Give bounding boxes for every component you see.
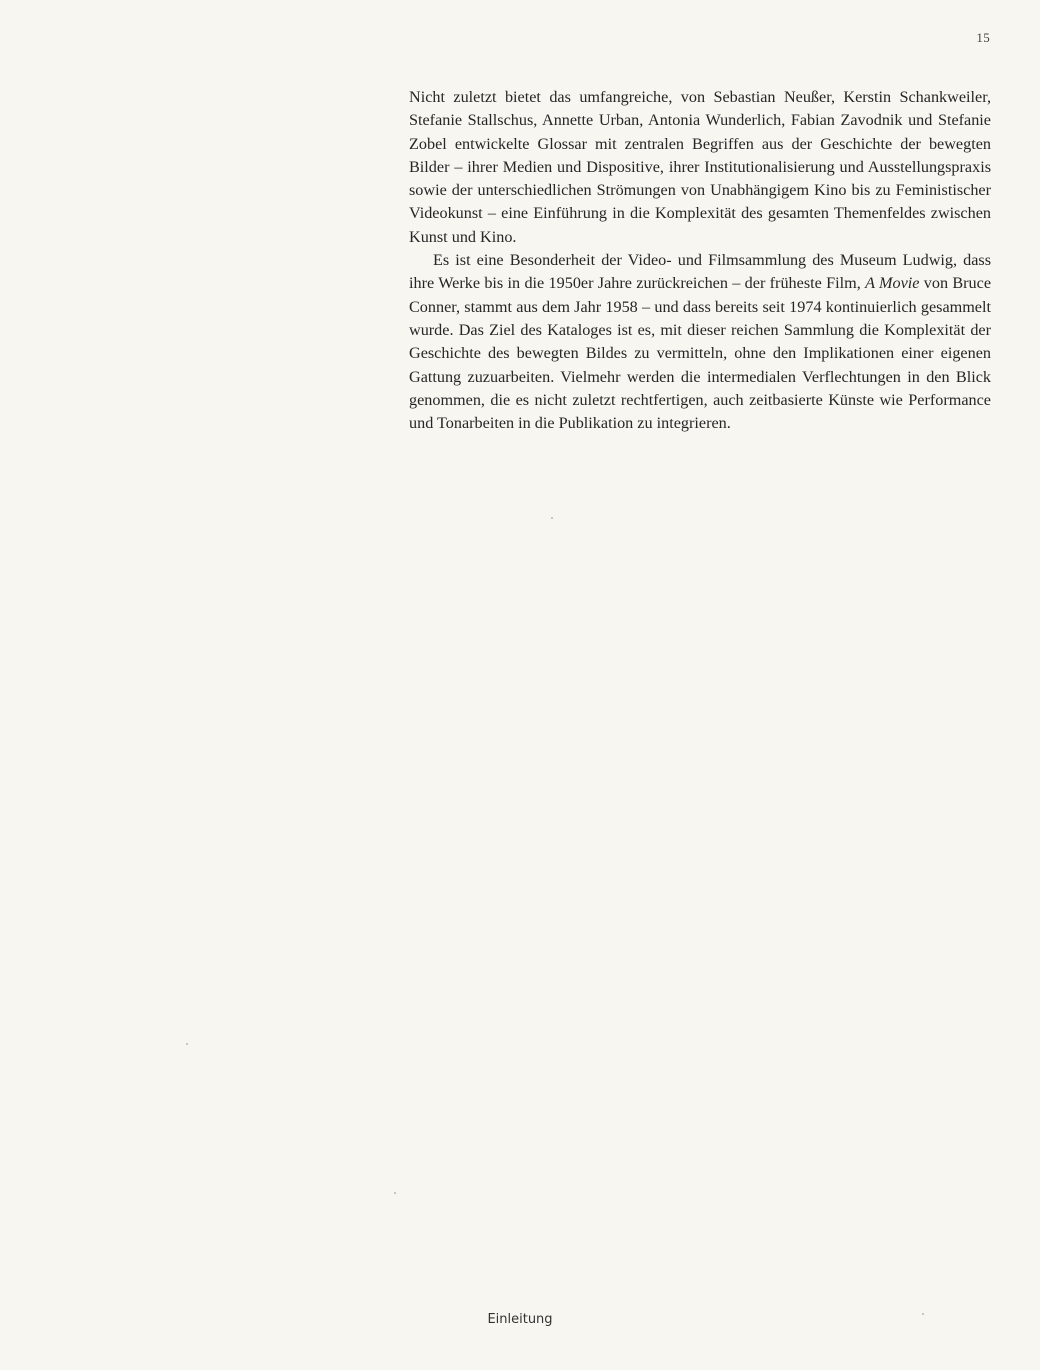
scan-speck <box>551 517 553 519</box>
scan-speck <box>394 1192 396 1194</box>
scan-speck <box>186 1043 188 1045</box>
body-text <box>409 86 991 435</box>
paragraph-2-text-start: Es ist eine Besonderheit der Video- und Filmsammlung des Museum Ludwig, dass ihre Werke bis in die 1950er Jahre zurückreichen – der früheste Film, <box>409 251 991 293</box>
paragraph-2-text-end: von Bruce Conner, stammt aus dem Jahr 1958 – und dass bereits seit 1974 kontinuierlich gesammelt wurde. Das Ziel des Kataloges ist es, mit dieser reichen Sammlung die Komplexität der Geschichte des bewegten Bildes zu vermitteln, ohne den Implikationen einer eigenen Gattung zuzuarbeiten. Vielmehr werden die intermedialen Verflechtungen in den Blick genommen, die es nicht zuletzt rechtfertigen, auch zeitbasierte Künste wie Performance und Tonarbeiten in die Publikation zu integrieren. <box>409 274 992 433</box>
film-title: A Movie <box>865 274 920 293</box>
paragraph-2 <box>409 249 991 435</box>
page-number: 15 <box>976 30 990 45</box>
paragraph-1-text: Nicht zuletzt bietet das umfangreiche, von Sebastian Neußer, Kerstin Schankweiler, Stefanie Stallschus, Annette Urban, Antonia Wunderlich, Fabian Zavodnik und Stefanie Zobel entwickelte Glossar mit zentralen Begriffen aus der Geschichte der bewegten Bilder – ihrer Medien und Dispositive, ihrer Institutionalisierung und Ausstellungspraxis sowie der unterschiedlichen Strömungen von Unabhängigem Kino bis zu Feministischer Videokunst – eine Einführung in die Komplexität des gesamten Themenfeldes zwischen Kunst und Kino. <box>409 88 991 246</box>
running-footer: Einleitung <box>487 1312 553 1327</box>
scan-speck <box>922 1313 924 1315</box>
paragraph-1 <box>409 86 991 249</box>
